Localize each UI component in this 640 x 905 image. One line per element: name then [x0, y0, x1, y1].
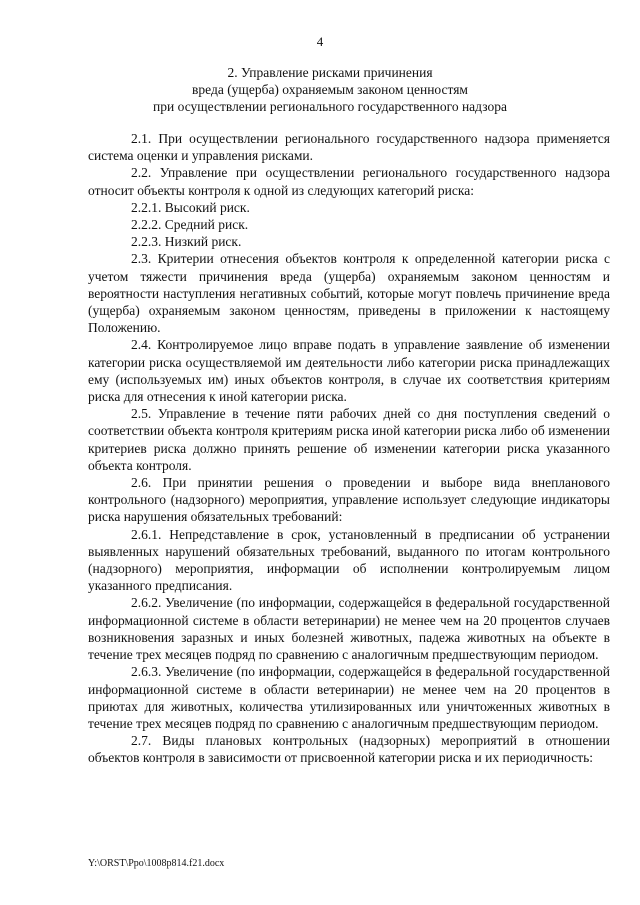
paragraph-2-6: 2.6. При принятии решения о проведении и выборе вида внепланового контрольного (надзорного) мероприятия, управление использует следующие индикаторы риска нарушения обязательных требований: [88, 475, 610, 525]
paragraph-2-6-3: 2.6.3. Увеличение (по информации, содержащейся в федеральной государственной информационной системе в области ветеринарии) не менее чем на 20 процентов в приютах для животных, количества утилизированных или уничтоженных животных в течение трех месяцев подряд по сравнению с аналогичным предшествующим периодом. [88, 664, 610, 731]
paragraph-2-6-1: 2.6.1. Непредставление в срок, установленный в предписании об устранении выявленных нарушений обязательных требований, выданного по итогам контрольного (надзорного) мероприятия, информации об исполнении контролируемым лицом указанного предписания. [88, 526, 610, 594]
section-heading-line-3: при осуществлении регионального государственного надзора [153, 99, 507, 114]
paragraph-2-4: 2.4. Контролируемое лицо вправе подать в управление заявление об изменении категории риска осуществляемой им деятельности либо категории риска принадлежащих ему (используемых им) иных объектов контроля, в случае их соответствия критериям риска для отнесения к иной категории риска. [88, 337, 610, 405]
paragraph-2-3: 2.3. Критерии отнесения объектов контроля к определенной категории риска с учетом тяжести причинения вреда (ущерба) охраняемым законом ценностям и вероятности наступления негативных событий, которые могут повлечь причинение вреда (ущерба) охраняемым законом ценностям, приведены в приложении к настоящему Положению. [88, 251, 610, 336]
page-number: 4 [316, 34, 324, 49]
paragraph-2-5: 2.5. Управление в течение пяти рабочих дней со дня поступления сведений о соответствии объекта контроля критериям риска иной категории риска либо об изменении критериев риска должно принять решение об изменении категории риска указанного объекта контроля. [88, 406, 610, 473]
paragraph-2-6-2: 2.6.2. Увеличение (по информации, содержащейся в федеральной государственной информационной системе в области ветеринарии) не менее чем на 20 процентов случаев возникновения заразных и иных болезней животных, падежа животных на объекте в течение трех месяцев подряд по сравнению с аналогичным предшествующим периодом. [88, 595, 610, 663]
paragraph-2-2-1: 2.2.1. Высокий риск. [131, 199, 250, 215]
paragraph-2-2-3: 2.2.3. Низкий риск. [131, 234, 242, 250]
footer-file-path: Y:\ORST\Ppo\1008p814.f21.docx [88, 858, 225, 869]
document-body [88, 130, 610, 767]
section-heading-line-2: вреда (ущерба) охраняемым законом ценностям [192, 82, 468, 97]
paragraph-2-1: 2.1. При осуществлении регионального государственного надзора применяется система оценки и управления рисками. [88, 131, 610, 164]
paragraph-2-2-2: 2.2.2. Средний риск. [131, 217, 249, 233]
section-heading-line-1: 2. Управление рисками причинения [227, 65, 433, 80]
paragraph-2-2: 2.2. Управление при осуществлении регионального государственного надзора относит объекты контроля к одной из следующих категорий риска: [88, 165, 610, 198]
section-heading [90, 64, 570, 115]
paragraph-2-7: 2.7. Виды плановых контрольных (надзорных) мероприятий в отношении объектов контроля в зависимости от присвоенной категории риска и их периодичность: [88, 733, 610, 766]
